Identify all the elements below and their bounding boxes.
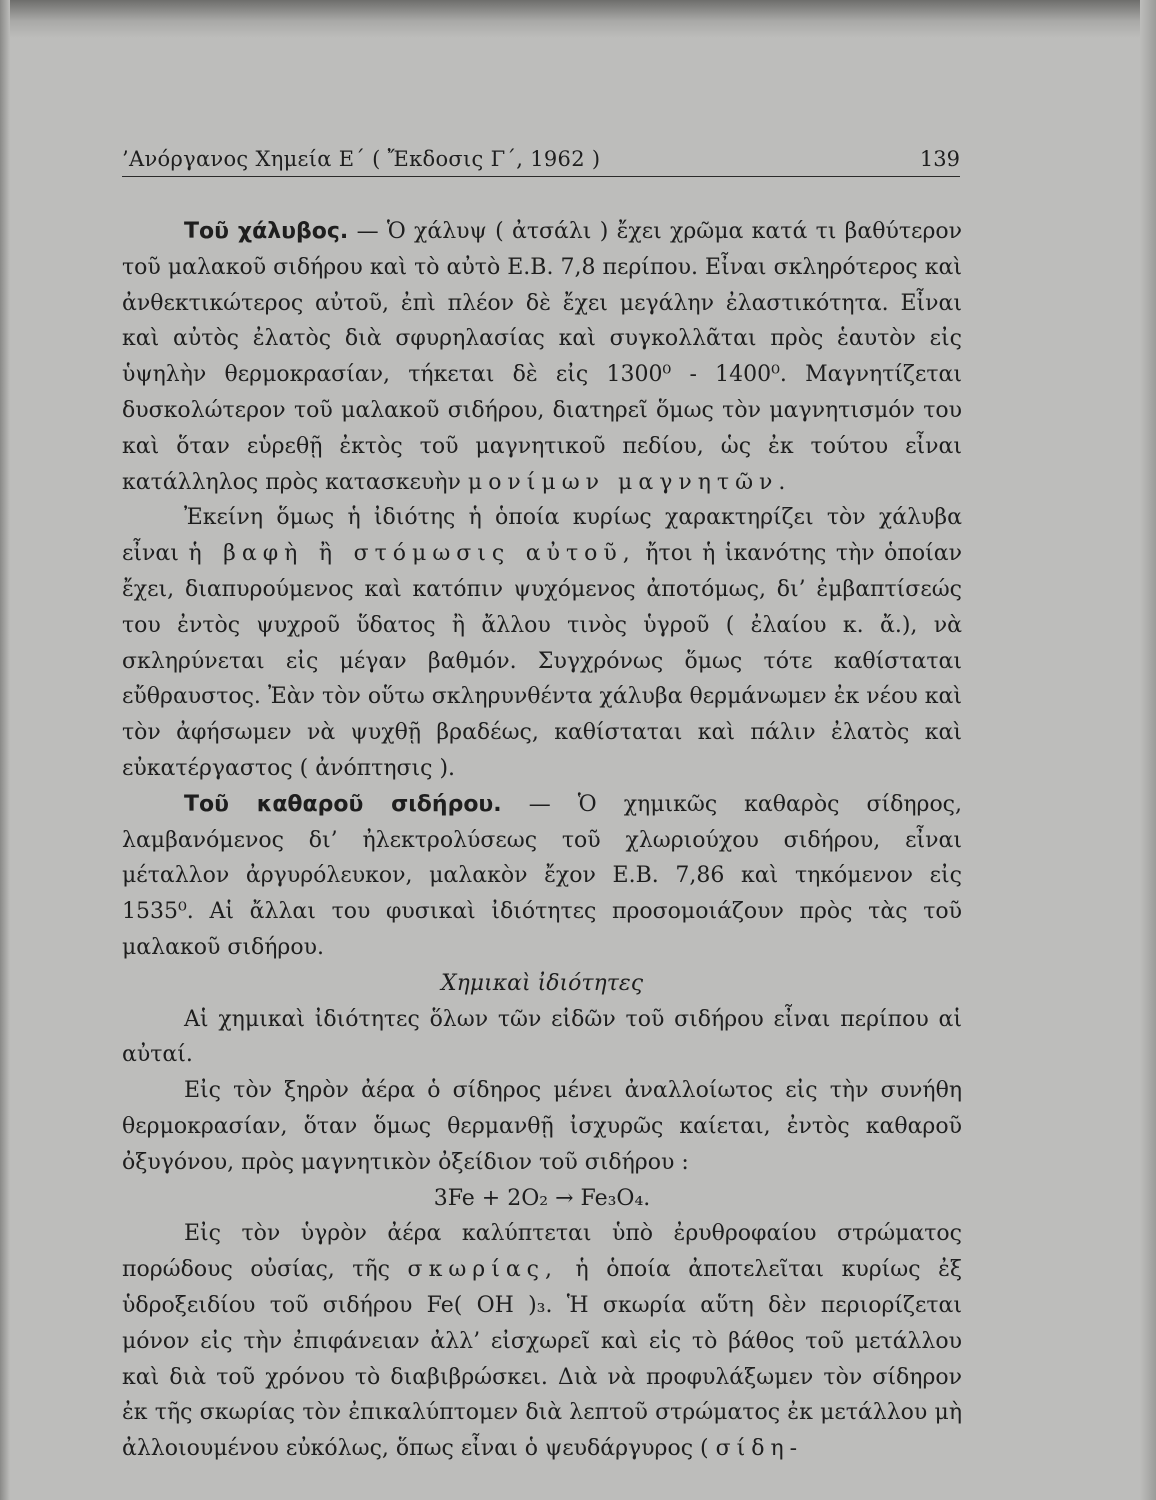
paragraph-pure-iron [122, 787, 962, 966]
running-head [122, 144, 960, 177]
pure-iron-text: — Ὁ χημικῶς καθαρὸς σίδηρος, λαμβανόμενος δι’ ἠλεκτρολύσεως τοῦ χλωριούχου σιδήρου, εἶναι μέταλλον ἀργυρόλευκον, μαλακὸν ἔχον Ε.Β. 7,86 καὶ τηκόμενον εἰς 1535⁰. Αἱ ἄλλαι του φυσικαὶ ἰδιότητες προσομοιάζουν πρὸς τὰς τοῦ μαλακοῦ σιδήρου. [122, 791, 963, 960]
page-body [122, 214, 962, 1467]
heading-chemical-properties: Χημικαὶ ἰδιότητες [440, 970, 644, 996]
rust-spaced-term: σκωρίας, [407, 1257, 558, 1283]
rust-text-b: ἡ ὁποία ἀποτελεῖται κυρίως ἐξ ὑδροξειδίου τοῦ σιδήρου Fe( OH )₃. Ἡ σκωρία αὕτη δὲν περιορίζεται μόνον εἰς τὴν ἐπιφάνειαν ἀλλ’ εἰσχωρεῖ καὶ εἰς τὸ βάθος τοῦ μετάλλου καὶ διὰ τοῦ χρόνου τὸ διαβιβρώσκει. Διὰ νὰ προφυλάξωμεν τὸν σίδηρον ἐκ τῆς σκωρίας τὸν ἐπικαλύπτομεν διὰ λεπτοῦ στρώματος ἐκ μετάλλου μὴ ἀλλοιουμένου εὐκόλως, ὅπως εἶναι ὁ ψευδάργυρος ( [122, 1257, 962, 1462]
equation-iron-oxidation: 3Fe + 2O₂ → Fe₃O₄. [433, 1185, 651, 1211]
hardening-text-b: ἤτοι ἡ ἱκανότης τὴν ὁποίαν ἔχει, διαπυρούμενος καὶ κατόπιν ψυχόμενος ἀποτόμως, δι’ ἐμβαπτίσεώς του ἐντὸς ψυχροῦ ὕδατος ἢ ἄλλου τινὸς ὑγροῦ ( ἐλαίου κ. ἄ.), νὰ σκληρύνεται εἰς μέγαν βαθμόν. Συγχρόνως ὅμως τότε καθίσταται εὔθραυστος. Ἐὰν τὸν οὕτω σκληρυνθέντα χάλυβα θερμάνωμεν ἐκ νέου καὶ τὸν ἀφήσωμεν νὰ ψυχθῇ βραδέως, καθίσταται καὶ πάλιν ἐλατὸς καὶ εὐκατέργαστος ( ἀνόπτησις ). [122, 541, 962, 781]
steel-text-a: — Ὁ χάλυψ ( ἀτσάλι ) ἔχει χρῶμα κατά τι βαθύτερον τοῦ μαλακοῦ σιδήρου καὶ τὸ αὐτὸ Ε.Β. 7,8 περίπου. Εἶναι σκληρότερος καὶ ἀνθεκτικώτερος αὐτοῦ, ἐπὶ πλέον δὲ ἔχει μεγάλην ἐλαστικότητα. Εἶναι καὶ αὐτὸς ἐλατὸς διὰ σφυρηλασίας καὶ συγκολλᾶται πρὸς ἑαυτὸν εἰς ὑψηλὴν θερμοκρασίαν, τήκεται δὲ εἰς 1300⁰ - 1400⁰. Μαγνητίζεται δυσκολώτερον τοῦ μαλακοῦ σιδήρου, διατηρεῖ ὅμως τὸν μαγνητισμόν του καὶ ὅταν εὑρεθῇ ἐκτὸς τοῦ μαγνητικοῦ πεδίου, ὡς ἐκ τούτου εἶναι κατάλληλος πρὸς κατασκευὴν [122, 219, 962, 495]
heading-steel: Τοῦ χάλυβος. [184, 219, 349, 244]
paragraph-steel-hardening [122, 500, 962, 786]
page-number: 139 [919, 147, 960, 171]
steel-spaced-term: μονίμων μαγνητῶν. [467, 469, 792, 495]
paragraph-dry-air: Εἰς τὸν ξηρὸν ἀέρα ὁ σίδηρος μένει ἀναλλοίωτος εἰς τὴν συνήθη θερμοκρασίαν, ὅταν ὅμως θερμανθῇ ἰσχυρῶς καίεται, ἐντὸς καθαροῦ ὀξυγόνου, πρὸς μαγνητικὸν ὀξείδιον τοῦ σιδήρου : [122, 1078, 962, 1175]
hardening-spaced-term: ἡ βαφὴ ἢ στόμωσις αὐτοῦ, [188, 541, 636, 567]
paragraph-chemical-intro: Αἱ χημικαὶ ἰδιότητες ὅλων τῶν εἰδῶν τοῦ σιδήρου εἶναι περίπου αἱ αὐταί. [122, 1006, 962, 1068]
rust-spaced-end: σίδη- [715, 1436, 804, 1462]
heading-pure-iron: Τοῦ καθαροῦ σιδήρου. [184, 791, 502, 817]
running-head-title: ’Ανόργανος Χημεία Ε΄ ( Ἔκδοσις Γ΄, 1962 ) [122, 147, 601, 171]
rust-text-a: Εἰς τὸν ὑγρὸν ἀέρα καλύπτεται ὑπὸ ἐρυθροφαίου στρώματος πορώδους οὐσίας, τῆς [122, 1221, 962, 1283]
paragraph-rust [122, 1216, 962, 1467]
paragraph-steel-properties [122, 214, 962, 500]
hardening-text-a: Ἐκείνη ὅμως ἡ ἰδιότης ἡ ὁποία κυρίως χαρακτηρίζει τὸν χάλυβα εἶναι [122, 505, 962, 567]
